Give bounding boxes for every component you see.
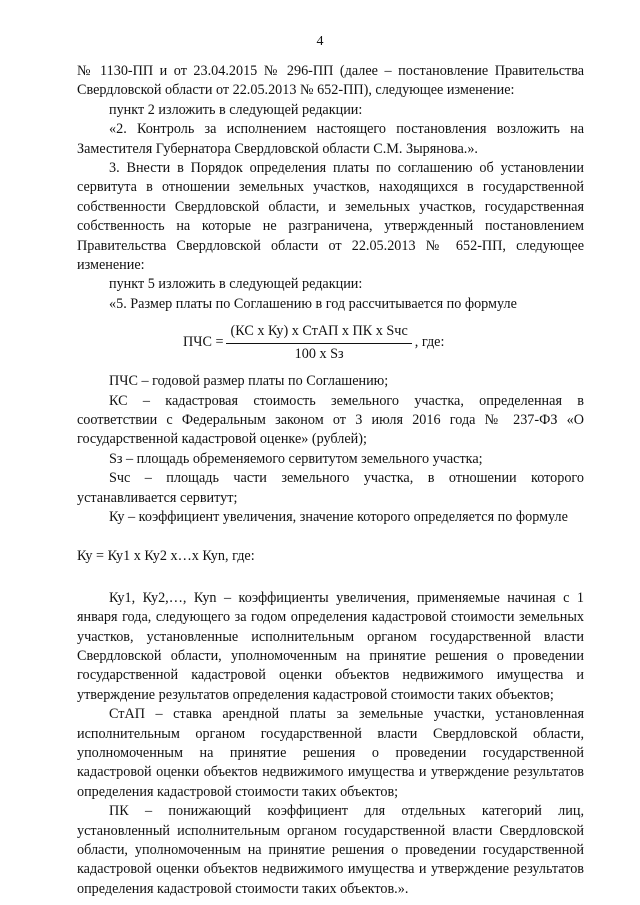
definition-ku: Ку – коэффициент увеличения, значение которого определяется по формуле xyxy=(109,508,568,525)
definition-pk: ПК – понижающий коэффициент для отдельных категорий лиц, установленный исполнительным органом государственной власти Свердловской области, уполномоченным на принятие решения о проведении государственной кадастровой оценки объектов недвижимого имущества и утверждение результатов определения кадастровой стоимости таких объектов.». xyxy=(77,803,584,897)
document-body xyxy=(77,62,584,899)
definition-schs: Sчс – площадь части земельного участка, в отношении которого устанавливается сервитут; xyxy=(77,470,584,506)
formula-ku: Ку = Ку1 х Ку2 х…х Куn, где: xyxy=(77,548,255,565)
formula-pchs-lhs: ПЧС = xyxy=(183,334,224,351)
definition-ku-n: Ку1, Ку2,…, Куn – коэффициенты увеличения, применяемые начиная с 1 января года, следующего за годом определения кадастровой стоимости земельных участков, установленные исполнительным органом государственной власти Свердловской области, уполномоченным на принятие решения о проведении государственной кадастровой оценки объектов недвижимого имущества и утверждение результатов определения кадастровой стоимости таких объектов; xyxy=(77,589,584,703)
paragraph-decree-reference: № 1130-ПП и от 23.04.2015 № 296-ПП (далее – постановление Правительства Свердловской области от 22.05.2013 № 652-ПП), следующее изменение: xyxy=(77,63,584,99)
paragraph-section-3: 3. Внести в Порядок определения платы по соглашению об установлении сервитута в отношении земельных участков, находящихся в государственной собственности Свердловской области, и земельных участков, государственная собственность на которые не разграничена, утвержденный постановлением Правительства Свердловской области от 22.05.2013 № 652-ПП, следующее изменение: xyxy=(77,160,584,274)
paragraph-item-5-text: «5. Размер платы по Соглашению в год рассчитывается по формуле xyxy=(109,295,517,312)
page-number: 4 xyxy=(316,34,324,49)
formula-pchs xyxy=(183,322,584,364)
definition-sz: Sз – площадь обременяемого сервитутом земельного участка; xyxy=(109,450,483,467)
paragraph-item-5-intro: пункт 5 изложить в следующей редакции: xyxy=(109,276,363,293)
paragraph-item-2-text: «2. Контроль за исполнением настоящего постановления возложить на Заместителя Губернатора Свердловской области С.М. Зырянова.». xyxy=(77,121,584,157)
formula-pchs-suffix: , где: xyxy=(414,334,445,351)
formula-pchs-numerator: (КС х Ку) х СтАП х ПК х Sчс xyxy=(226,322,411,343)
definition-stap: СтАП – ставка арендной платы за земельные участки, установленная исполнительным органом государственной власти Свердловской области, уполномоченным на принятие решения о проведении государственной кадастровой оценки объектов недвижимого имущества и утверждение результатов определения кадастровой стоимости таких объектов; xyxy=(77,706,584,800)
paragraph-item-2-intro: пункт 2 изложить в следующей редакции: xyxy=(109,101,363,118)
formula-pchs-denominator: 100 х Sз xyxy=(294,345,344,362)
definition-pchs: ПЧС – годовой размер платы по Соглашению; xyxy=(109,373,389,390)
formula-pchs-fraction xyxy=(226,322,411,364)
definition-ks: КС – кадастровая стоимость земельного участка, определенная в соответствии с Федеральным законом от 3 июля 2016 года № 237-ФЗ «О государственной кадастровой оценке» (рублей); xyxy=(77,392,584,448)
